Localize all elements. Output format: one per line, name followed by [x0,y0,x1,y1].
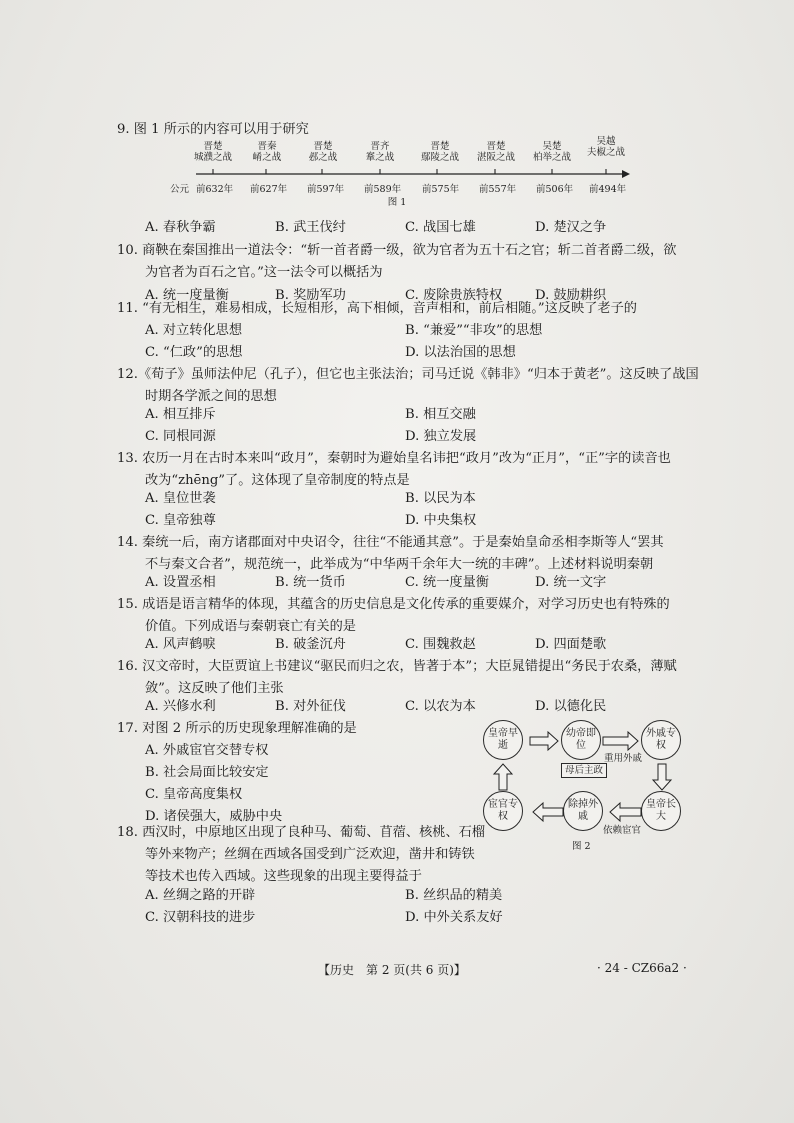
q9-option-a[interactable]: A. 春秋争霸 [145,220,216,235]
q15-option-c[interactable]: C. 围魏救赵 [405,637,476,652]
label-reuse-consort-clan: 重用外戚 [604,753,643,764]
era-label: 公元 [170,184,190,195]
battle-3: 晋楚 邲之战 [308,141,338,163]
q12-option-d[interactable]: D. 独立发展 [405,429,477,444]
question-14-line-1: 14. 秦统一后，南方诸郡面对中央诏令，往往“不能通其意”。于是秦始皇命丞相李斯等人“罢其 [117,535,664,550]
q13-option-d[interactable]: D. 中央集权 [405,513,477,528]
q14-option-c[interactable]: C. 统一度量衡 [405,575,489,590]
year-2: 前627年 [250,184,288,195]
q12-option-a[interactable]: A. 相互排斥 [145,407,216,422]
q11-option-c[interactable]: C. “仁政”的思想 [145,345,243,360]
q15-option-d[interactable]: D. 四面楚歌 [535,637,607,652]
q11-option-d[interactable]: D. 以法治国的思想 [405,345,516,360]
question-14-line-2: 不与秦文合者”，规范统一，此举成为“中华两千余年大一统的丰碑”。上述材料说明秦朝 [145,557,654,572]
node-eunuch-power: 宦官专权 [483,791,523,831]
q11-option-b[interactable]: B. “兼爱”“非攻”的思想 [405,323,543,338]
question-12-line-2: 时期各学派之间的思想 [145,389,277,404]
q15-option-a[interactable]: A. 风声鹤唳 [145,637,216,652]
label-rely-on-eunuchs: 依赖宦官 [603,825,642,836]
battle-7: 吴楚 柏举之战 [532,141,571,163]
q10-option-d[interactable]: D. 鼓励耕织 [535,288,607,303]
question-10-line-2: 为官者为百石之官。”这一法令可以概括为 [145,265,383,280]
question-16-line-2: 敛”。这反映了他们主张 [145,681,284,696]
q11-option-a[interactable]: A. 对立转化思想 [145,323,243,338]
year-7: 前506年 [536,184,574,195]
q17-option-d[interactable]: D. 诸侯强大，威胁中央 [145,809,283,824]
question-17-line-1: 17. 对图 2 所示的历史现象理解准确的是 [117,721,357,736]
year-8: 前494年 [589,184,627,195]
q16-option-d[interactable]: D. 以德化民 [535,699,607,714]
q16-option-a[interactable]: A. 兴修水利 [145,699,216,714]
label-empress-dowager-regency: 母后主政 [561,763,607,778]
q18-option-d[interactable]: D. 中外关系友好 [405,910,503,925]
q13-option-c[interactable]: C. 皇帝独尊 [145,513,216,528]
year-6: 前557年 [479,184,517,195]
question-13-line-1: 13. 农历一月在古时本来叫“政月”，秦朝时为避始皇名讳把“政月”改为“正月”，“正”字的读音也 [117,451,671,466]
year-1: 前632年 [196,184,234,195]
question-9-stem: 9. 图 1 所示的内容可以用于研究 [117,122,309,137]
question-13-line-2: 改为“zhēng”了。这体现了皇帝制度的特点是 [145,473,410,488]
question-12-line-1: 12.《荀子》虽师法仲尼（孔子），但它也主张法治；司马迁说《韩非》“归本于黄老”。这反映了战国 [117,367,699,382]
question-16-line-1: 16. 汉文帝时，大臣贾谊上书建议“驱民而归之农，皆著于本”；大臣晁错提出“务民于农桑，薄赋 [117,659,677,674]
q17-option-b[interactable]: B. 社会局面比较安定 [145,765,269,780]
question-15-line-2: 价值。下列成语与秦朝衰亡有关的是 [145,619,356,634]
question-18-line-3: 等技术也传入西域。这些现象的出现主要得益于 [145,869,422,884]
q16-option-b[interactable]: B. 对外征伐 [275,699,346,714]
question-18-line-2: 等外来物产；丝绸在西域各国受到广泛欢迎，凿井和铸铁 [145,847,475,862]
node-consort-clan-power: 外戚专权 [641,720,681,760]
q12-option-b[interactable]: B. 相互交融 [405,407,476,422]
node-child-emperor: 幼帝即位 [561,720,601,760]
battle-1: 晋楚 城濮之战 [193,141,232,163]
q10-option-c[interactable]: C. 废除贵族特权 [405,288,503,303]
q9-option-c[interactable]: C. 战国七雄 [405,220,476,235]
page-footer-center: 【历史 第 2 页(共 6 页)】 [318,963,466,977]
q17-option-c[interactable]: C. 皇帝高度集权 [145,787,243,802]
q13-option-b[interactable]: B. 以民为本 [405,491,476,506]
figure-1-caption: 图 1 [387,197,407,208]
q10-option-b[interactable]: B. 奖励军功 [275,288,346,303]
q18-option-b[interactable]: B. 丝织品的精美 [405,888,503,903]
battle-5: 晋楚 鄢陵之战 [420,141,459,163]
q14-option-b[interactable]: B. 统一货币 [275,575,346,590]
question-15-line-1: 15. 成语是语言精华的体现，其蕴含的历史信息是文化传承的重要媒介，对学习历史也有特殊的 [117,597,670,612]
q9-option-d[interactable]: D. 楚汉之争 [535,220,607,235]
q14-option-a[interactable]: A. 设置丞相 [145,575,216,590]
q18-option-c[interactable]: C. 汉朝科技的进步 [145,910,256,925]
q17-option-a[interactable]: A. 外戚宦官交替专权 [145,743,269,758]
figure-2-caption: 图 2 [572,841,591,852]
page-footer-code: · 24 - CZ66a2 · [597,961,687,975]
year-3: 前597年 [307,184,345,195]
question-11-line-1: 11. “有无相生，难易相成，长短相形，高下相倾，音声相和，前后相随。”这反映了老子的 [117,301,637,316]
battle-6: 晋楚 湛阪之战 [476,141,515,163]
node-emperor-grows-up: 皇帝长大 [641,791,681,831]
q10-option-a[interactable]: A. 统一度量衡 [145,288,229,303]
q9-option-b[interactable]: B. 武王伐纣 [275,220,346,235]
node-remove-consort-clan: 除掉外戚 [563,791,603,831]
year-4: 前589年 [364,184,402,195]
q12-option-c[interactable]: C. 同根同源 [145,429,216,444]
q18-option-a[interactable]: A. 丝绸之路的开辟 [145,888,256,903]
year-5: 前575年 [422,184,460,195]
battle-8: 吴越 夫椒之战 [586,136,625,158]
battle-4: 晋齐 鞌之战 [365,141,395,163]
question-18-line-1: 18. 西汉时，中原地区出现了良种马、葡萄、苜蓿、核桃、石榴 [117,825,486,840]
node-emperor-early-death: 皇帝早逝 [483,720,523,760]
question-10-line-1: 10. 商鞅在秦国推出一道法令：“斩一首者爵一级，欲为官者为五十石之官；斩二首者爵二级，欲 [117,243,677,258]
q14-option-d[interactable]: D. 统一文字 [535,575,607,590]
battle-2: 晋秦 崤之战 [252,141,282,163]
q15-option-b[interactable]: B. 破釜沉舟 [275,637,346,652]
q16-option-c[interactable]: C. 以农为本 [405,699,476,714]
q13-option-a[interactable]: A. 皇位世袭 [145,491,216,506]
